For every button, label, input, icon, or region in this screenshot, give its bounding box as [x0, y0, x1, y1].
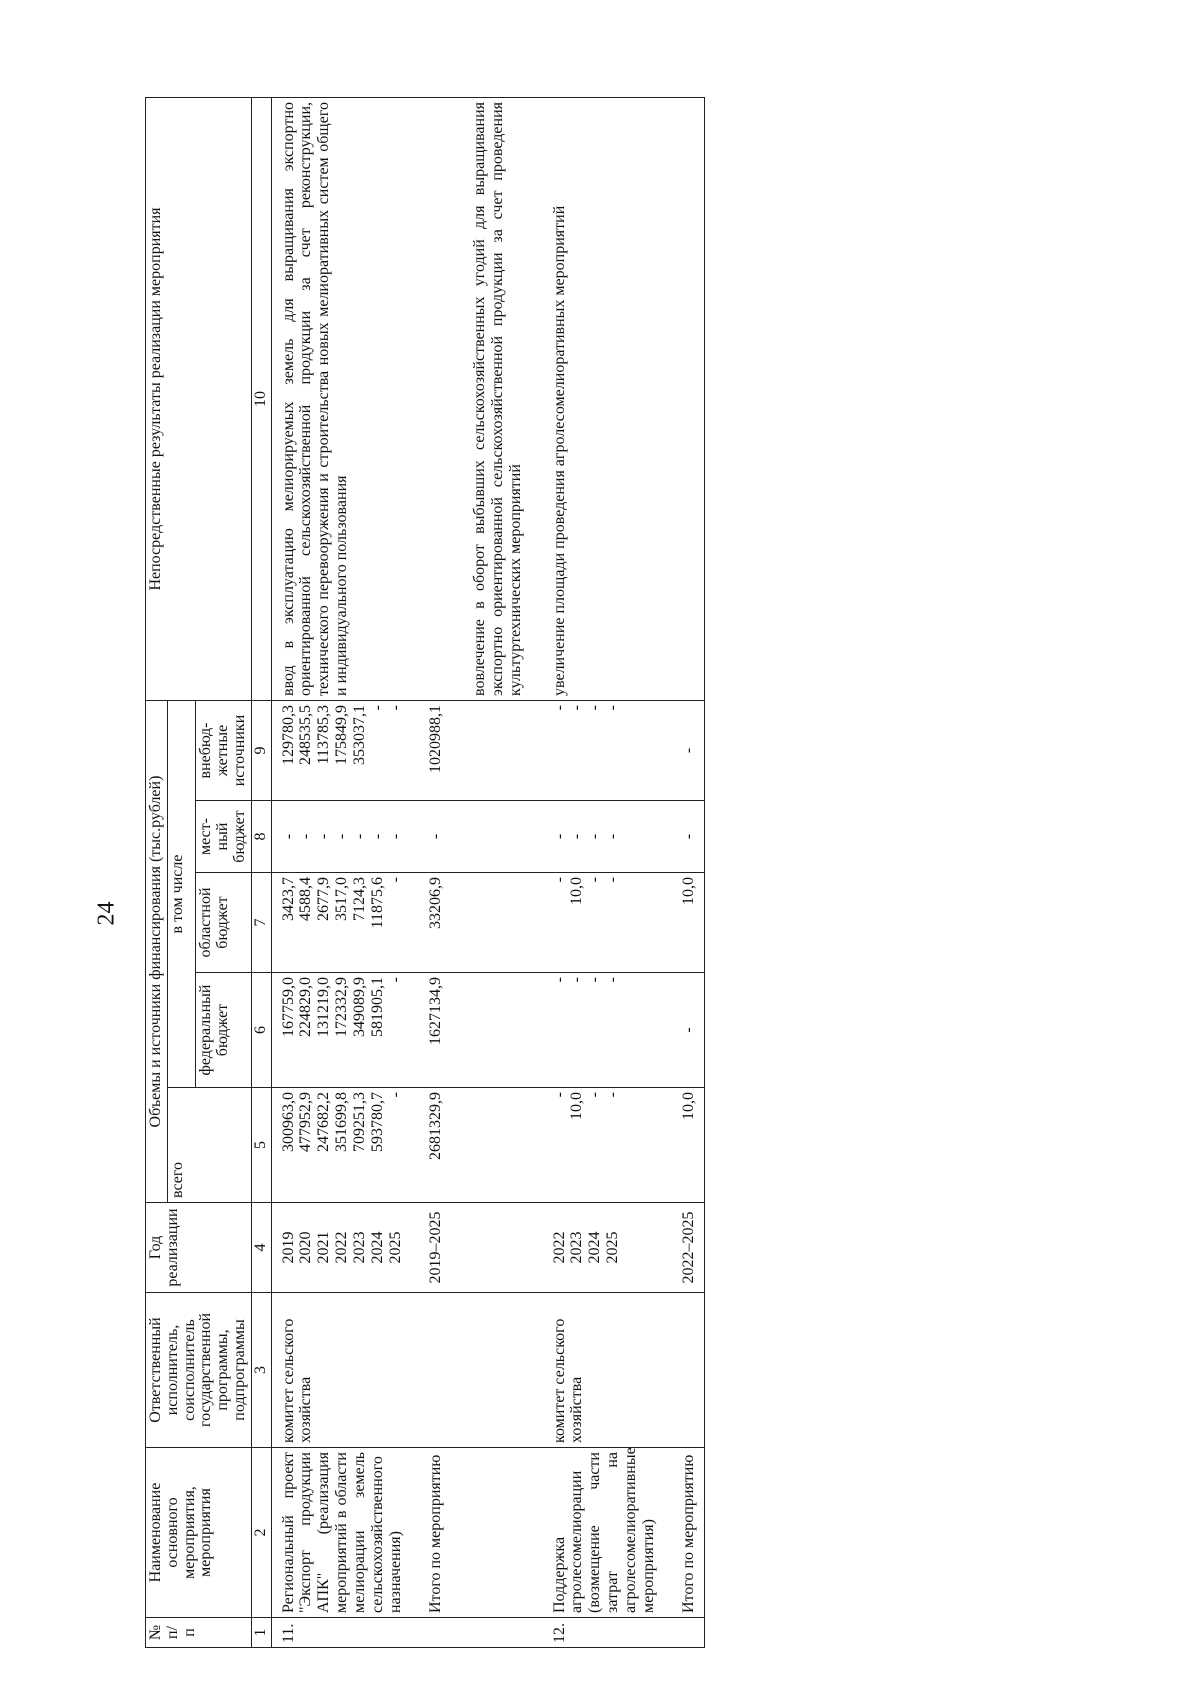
- cell-value: 2022: [550, 1231, 568, 1264]
- cell-value: -: [351, 833, 369, 840]
- regional-values: [551, 873, 658, 973]
- total-label: Итого по мероприятию: [427, 1448, 445, 1618]
- cell-value: 351699,8: [333, 1092, 351, 1152]
- cell-value: -: [387, 704, 405, 711]
- cell-value: -: [586, 977, 604, 983]
- col-index-6: 6: [251, 973, 271, 1088]
- total-values: [551, 1088, 658, 1203]
- cell-value: 2023: [351, 1231, 369, 1264]
- cell-value: 709251,3: [351, 1092, 369, 1152]
- cell-value: 2021: [315, 1231, 333, 1264]
- cell-value: -: [279, 833, 297, 840]
- cell-value: -: [586, 1092, 604, 1098]
- cell-value: -: [604, 877, 622, 883]
- col-year-header: Год реализации: [146, 1203, 252, 1293]
- federal-values: [551, 973, 658, 1088]
- total-federal: 1627134,9: [427, 973, 445, 1088]
- cell-value: 3517,0: [333, 877, 351, 921]
- total-sum: 2681329,9: [427, 1088, 445, 1203]
- local-values: [551, 801, 658, 873]
- cell-value: -: [568, 977, 586, 983]
- extra-values: [551, 700, 658, 800]
- result-text: вовлечение в оборот выбывших сельскохозяйственных угодий для выращивания экспортно ориентированной сельскохозяйственной продукции за счет проведения культуртехнических мероприятий: [471, 97, 525, 700]
- cell-value: -: [550, 704, 568, 711]
- cell-value: -: [297, 833, 315, 840]
- cell-value: 349089,9: [351, 977, 369, 1037]
- executor-name: комитет сельского хозяйства: [551, 1293, 658, 1448]
- cell-value: 353037,1: [351, 704, 369, 765]
- total-extra: -: [680, 700, 704, 800]
- executor-name: комитет сельского хозяйства: [271, 1293, 405, 1448]
- row-number: 12.: [551, 1618, 658, 1648]
- year-list: [551, 1203, 658, 1293]
- cell-value: -: [369, 833, 387, 840]
- total-local: -: [427, 801, 445, 873]
- cell-value: -: [550, 833, 568, 840]
- col-index-9: 9: [251, 700, 271, 800]
- year-list: [271, 1203, 405, 1293]
- cell-value: 2020: [297, 1231, 315, 1264]
- cell-value: -: [550, 1092, 568, 1098]
- cell-value: 175849,9: [333, 704, 351, 765]
- col-index-2: 2: [251, 1448, 271, 1618]
- cell-value: 4588,4: [297, 877, 315, 921]
- total-years: 2022–2025: [680, 1203, 704, 1293]
- col-index-5: 5: [251, 1088, 271, 1203]
- cell-value: 131219,0: [315, 977, 333, 1037]
- cell-value: 2024: [586, 1231, 604, 1264]
- cell-value: -: [604, 833, 622, 840]
- cell-value: 2677,9: [315, 877, 333, 921]
- rotated-table-container: [145, 98, 1045, 1648]
- cell-value: -: [550, 977, 568, 983]
- col-index-10: 10: [251, 97, 271, 700]
- table-row-12-total: [680, 97, 704, 1647]
- financing-table: [145, 97, 705, 1648]
- cell-value: -: [315, 833, 333, 840]
- col-executor-header: Ответственный исполнитель, соисполнитель государственной программы, подпрограммы: [146, 1293, 252, 1448]
- total-sum: 10,0: [680, 1088, 704, 1203]
- result-text: увеличение площади проведения агролесомелиоративных мероприятий: [551, 97, 658, 700]
- cell-value: 224829,0: [297, 977, 315, 1037]
- col-regional-header: областной бюджет: [196, 873, 251, 973]
- cell-value: 113785,3: [315, 704, 333, 765]
- cell-value: 247682,2: [315, 1092, 333, 1152]
- col-results-header: Непосредственные результаты реализации мероприятия: [146, 97, 252, 700]
- cell-value: -: [604, 1092, 622, 1098]
- col-index-1: 1: [251, 1618, 271, 1648]
- col-extra-header: внебюд-жетные источники: [196, 700, 251, 800]
- total-years: 2019–2025: [427, 1203, 445, 1293]
- extra-values: [271, 700, 405, 800]
- regional-values: [271, 873, 405, 973]
- result-text: ввод в эксплуатацию мелиорируемых земель для выращивания экспортно ориентированной сельскохозяйственной продукции за счет реконструкции, технического перевооружения и строительства новых мелиоративных систем общего и индивидуального пользования: [271, 97, 405, 700]
- cell-value: -: [586, 704, 604, 711]
- cell-value: 11875,6: [369, 877, 387, 929]
- cell-value: 172332,9: [333, 977, 351, 1037]
- cell-value: 300963,0: [279, 1092, 297, 1152]
- cell-value: 2025: [387, 1231, 405, 1264]
- including-header: в том числе: [167, 700, 196, 1087]
- cell-value: 2022: [333, 1231, 351, 1264]
- measure-name: Поддержка агролесомелиорации (возмещение части затрат на агролесомелиоративные мероприятия): [551, 1448, 658, 1618]
- cell-value: -: [333, 833, 351, 840]
- cell-value: -: [586, 877, 604, 883]
- cell-value: -: [387, 977, 405, 983]
- total-label: Итого по мероприятию: [680, 1448, 704, 1618]
- cell-value: 2025: [604, 1231, 622, 1264]
- cell-value: -: [568, 833, 586, 840]
- cell-value: 7124,3: [351, 877, 369, 921]
- cell-value: -: [387, 877, 405, 883]
- total-regional: 33206,9: [427, 873, 445, 973]
- row-number: 11.: [271, 1618, 405, 1648]
- col-federal-header: федеральный бюджет: [196, 973, 251, 1088]
- cell-value: 167759,0: [279, 977, 297, 1037]
- table-row-12: [551, 97, 658, 1647]
- total-federal: -: [680, 973, 704, 1088]
- col-num-header: № п/п: [146, 1618, 252, 1648]
- cell-value: -: [550, 877, 568, 883]
- cell-value: 581905,1: [369, 977, 387, 1037]
- cell-value: 3423,7: [279, 877, 297, 921]
- col-name-header: Наименование основного мероприятия, мероприятия: [146, 1448, 252, 1618]
- cell-value: 2019: [279, 1231, 297, 1264]
- total-regional: 10,0: [680, 873, 704, 973]
- col-index-8: 8: [251, 801, 271, 873]
- cell-value: -: [369, 704, 387, 711]
- total-extra: 1020988,1: [427, 700, 445, 800]
- col-local-header: мест-ный бюджет: [196, 801, 251, 873]
- cell-value: 129780,3: [279, 704, 297, 765]
- col-index-7: 7: [251, 873, 271, 973]
- cell-value: 10,0: [568, 877, 586, 905]
- total-local: -: [680, 801, 704, 873]
- table-row-11: [271, 97, 405, 1647]
- cell-value: -: [387, 1092, 405, 1098]
- page-number: 24: [93, 901, 120, 926]
- cell-value: -: [586, 833, 604, 840]
- financing-group-header: Объемы и источники финансирования (тыс.рублей): [146, 700, 168, 1202]
- cell-value: 2024: [369, 1231, 387, 1264]
- cell-value: -: [387, 833, 405, 840]
- federal-values: [271, 973, 405, 1088]
- cell-value: -: [604, 704, 622, 711]
- col-index-3: 3: [251, 1293, 271, 1448]
- measure-name: Региональный проект "Экспорт продукции АПК" (реализация мероприятий в области мелиорации земель сельскохозяйственного назначения): [271, 1448, 405, 1618]
- cell-value: 477952,9: [297, 1092, 315, 1152]
- cell-value: 593780,7: [369, 1092, 387, 1152]
- cell-value: 248535,5: [297, 704, 315, 765]
- cell-value: 2023: [568, 1231, 586, 1264]
- local-values: [271, 801, 405, 873]
- cell-value: -: [604, 977, 622, 983]
- table-row-11-result2: [471, 97, 525, 1647]
- col-total-header: всего: [167, 1088, 251, 1203]
- cell-value: -: [568, 704, 586, 711]
- col-index-4: 4: [251, 1203, 271, 1293]
- total-values: [271, 1088, 405, 1203]
- table-row-11-total: [427, 97, 445, 1647]
- cell-value: 10,0: [568, 1092, 586, 1120]
